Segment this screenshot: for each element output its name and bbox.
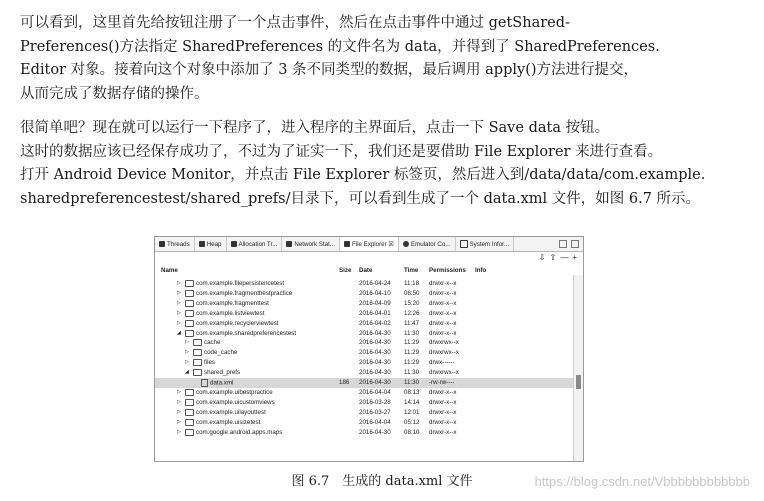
pull-file-icon[interactable]: ⇩ bbox=[538, 253, 546, 262]
tree-item-time: 08:50 bbox=[404, 289, 420, 297]
tree-item-date: 2016-04-10 bbox=[359, 289, 391, 297]
tree-item-time: 11:18 bbox=[404, 280, 420, 287]
tree-row[interactable] bbox=[155, 289, 573, 299]
tree-row[interactable] bbox=[155, 358, 573, 368]
tree-item-permissions: drwxr-x--x bbox=[429, 408, 457, 416]
tab-system-information[interactable]: System Infor... bbox=[456, 237, 515, 251]
tab-threads[interactable]: Threads bbox=[155, 237, 195, 251]
tree-item-permissions: drwxr-x--x bbox=[429, 329, 457, 337]
text-line: 从而完成了数据存储的操作。 bbox=[20, 85, 209, 102]
tab-file-explorer[interactable]: File Explorer ☒ bbox=[340, 237, 399, 251]
folder-icon bbox=[185, 389, 194, 396]
text-line: 这时的数据应该已经保存成功了，不过为了证实一下，我们还是要借助 File Explorer 来进行查看。 bbox=[20, 143, 663, 160]
emulator-icon bbox=[403, 241, 409, 247]
tree-item-time: 11:29 bbox=[404, 359, 420, 367]
text-line: Preferences()方法指定 SharedPreferences 的文件名为 data，并得到了 SharedPreferences. bbox=[20, 38, 660, 55]
tree-item-name bbox=[185, 290, 292, 297]
expand-toggle-icon[interactable]: ▷ bbox=[177, 428, 181, 435]
tree-item-time: 11:30 bbox=[404, 379, 420, 386]
file-toolbar bbox=[155, 252, 583, 263]
tree-item-label: com.example.listviewtest bbox=[196, 309, 265, 317]
tree-item-date: 2016-04-30 bbox=[359, 428, 391, 436]
folder-icon bbox=[185, 300, 194, 307]
tree-row[interactable] bbox=[155, 329, 573, 339]
expand-toggle-icon[interactable]: ▷ bbox=[177, 299, 181, 306]
expand-toggle-icon[interactable]: ▷ bbox=[177, 319, 181, 326]
folder-icon bbox=[185, 399, 194, 406]
new-folder-icon[interactable]: + bbox=[572, 253, 577, 262]
tree-item-permissions: drwxrwx--x bbox=[429, 339, 459, 347]
tree-item-label: com.example.filepersistencetest bbox=[196, 280, 285, 288]
tree-item-label: com.example.uibestpractice bbox=[196, 389, 273, 397]
tree-item-permissions: drwxr-x--x bbox=[429, 398, 457, 406]
file-explorer-icon bbox=[344, 241, 350, 247]
tree-item-name bbox=[185, 409, 266, 416]
tree-item-label: com.example.uilayouttest bbox=[196, 408, 266, 416]
tree-item-name bbox=[185, 399, 275, 406]
tree-item-date: 2016-04-02 bbox=[359, 319, 391, 327]
expand-toggle-icon[interactable]: ▷ bbox=[177, 280, 181, 286]
allocation-icon bbox=[231, 241, 237, 247]
threads-icon bbox=[159, 241, 165, 247]
expand-toggle-icon[interactable]: ▷ bbox=[177, 398, 181, 405]
tree-item-permissions: drwxr-x--x bbox=[429, 428, 457, 436]
tree-row[interactable] bbox=[155, 378, 573, 388]
expand-toggle-icon[interactable]: ▷ bbox=[185, 339, 189, 346]
expand-toggle-icon[interactable]: ▷ bbox=[177, 289, 181, 296]
tree-item-time: 08:10 bbox=[404, 428, 420, 436]
delete-icon[interactable]: — bbox=[560, 253, 569, 262]
tree-item-label: cache bbox=[204, 339, 221, 347]
expand-toggle-icon[interactable]: ▷ bbox=[177, 408, 181, 415]
tree-item-label: code_cache bbox=[204, 349, 238, 357]
tree-item-name bbox=[193, 349, 237, 356]
tree-row[interactable] bbox=[155, 299, 573, 309]
folder-icon bbox=[185, 290, 194, 297]
tree-item-permissions: drwxr-x--x bbox=[429, 299, 457, 307]
text-line: Editor 对象。接着向这个对象中添加了 3 条不同类型的数据，最后调用 apply()方法进行提交， bbox=[20, 62, 639, 78]
minimize-icon[interactable] bbox=[559, 240, 567, 248]
tree-item-label: files bbox=[204, 359, 216, 367]
expand-toggle-icon[interactable]: ▷ bbox=[185, 349, 189, 356]
tree-item-time: 11:29 bbox=[404, 349, 420, 357]
col-time[interactable]: Time bbox=[404, 267, 419, 274]
col-size[interactable]: Size bbox=[339, 267, 352, 274]
tab-network-statistics[interactable]: Network Stat... bbox=[282, 237, 340, 251]
tree-item-date: 2016-04-09 bbox=[359, 299, 391, 307]
tree-item-time: 11:29 bbox=[404, 339, 420, 347]
tree-item-label: shared_prefs bbox=[204, 369, 241, 377]
expand-toggle-icon[interactable]: ▷ bbox=[177, 309, 181, 316]
tree-row[interactable] bbox=[155, 388, 573, 398]
vertical-scrollbar[interactable] bbox=[573, 275, 583, 461]
tree-item-date: 2016-04-30 bbox=[359, 339, 391, 347]
tree-item-label: data.xml bbox=[210, 379, 234, 387]
tree-item-date: 2016-04-30 bbox=[359, 329, 391, 337]
tree-item-date: 2016-04-04 bbox=[359, 388, 391, 396]
tree-item-name bbox=[185, 300, 269, 307]
view-controls bbox=[559, 240, 583, 248]
tree-item-name bbox=[193, 359, 215, 366]
folder-icon bbox=[185, 429, 194, 436]
tree-item-date: 2016-04-30 bbox=[359, 379, 391, 386]
tree-item-time: 11:30 bbox=[404, 329, 420, 337]
col-permissions[interactable]: Permissions bbox=[429, 267, 466, 274]
tree-item-name bbox=[185, 419, 260, 426]
text-line: 打开 Android Device Monitor，并点击 File Explorer 标签页，然后进入到/data/data/com.example. bbox=[20, 167, 706, 183]
tree-item-label: com.example.fragmentbestpractice bbox=[196, 290, 293, 298]
tree-row[interactable] bbox=[155, 338, 573, 348]
tree-item-name bbox=[185, 310, 264, 317]
tree-item-name bbox=[185, 280, 284, 287]
tree-item-time: 15:20 bbox=[404, 299, 420, 307]
tree-item-permissions: drwxrwx--x bbox=[429, 369, 459, 377]
tree-item-date: 2016-04-30 bbox=[359, 369, 391, 377]
tree-row[interactable] bbox=[155, 319, 573, 329]
tab-heap[interactable]: Heap bbox=[195, 237, 227, 251]
tree-row[interactable] bbox=[155, 408, 573, 418]
figure-caption: 图 6.7 生成的 data.xml 文件 bbox=[291, 474, 473, 489]
scrollbar-thumb[interactable] bbox=[576, 375, 581, 389]
expand-toggle-icon[interactable]: ▷ bbox=[177, 388, 181, 395]
tab-emulator-control[interactable]: Emulator Co... bbox=[399, 237, 456, 251]
file-explorer-screenshot bbox=[154, 236, 584, 462]
text-line: sharedpreferencestest/shared_prefs/目录下，可以看到生成了一个 data.xml 文件，如图 6.7 所示。 bbox=[20, 190, 701, 207]
tree-item-label: com.example.uisizetest bbox=[196, 418, 261, 426]
tree-item-permissions: drwxr-x--x bbox=[429, 280, 457, 287]
tree-item-permissions: drwxr-x--x bbox=[429, 418, 457, 426]
expand-toggle-icon[interactable]: ▷ bbox=[185, 359, 189, 366]
tree-item-name bbox=[193, 369, 240, 376]
tree-item-permissions: drwxr-x--x bbox=[429, 289, 457, 297]
tree-item-name bbox=[185, 389, 273, 396]
folder-icon bbox=[185, 419, 194, 426]
paragraph-2 bbox=[20, 117, 750, 211]
tree-item-time: 11:47 bbox=[404, 319, 420, 327]
tree-item-name bbox=[201, 379, 233, 387]
tree-item-time: 11:30 bbox=[404, 369, 420, 377]
maximize-icon[interactable] bbox=[571, 240, 579, 248]
tree-item-permissions: drwx------ bbox=[429, 359, 455, 367]
tree-item-label: com.example.recyclerviewtest bbox=[196, 319, 279, 327]
tab-bar bbox=[155, 237, 583, 252]
network-icon bbox=[286, 241, 292, 247]
tree-item-name bbox=[185, 320, 279, 327]
tree-item-label: com.example.fragmenttest bbox=[196, 299, 269, 307]
watermark: https://blog.csdn.net/Vbbbbbbbbbbbb bbox=[534, 474, 750, 489]
tree-row[interactable] bbox=[155, 418, 573, 428]
tree-item-date: 2016-03-27 bbox=[359, 408, 391, 416]
tree-item-date: 2016-04-04 bbox=[359, 418, 391, 426]
expand-toggle-icon[interactable]: ▷ bbox=[177, 418, 181, 425]
column-header bbox=[155, 266, 573, 276]
expand-toggle-icon[interactable]: ◢ bbox=[177, 329, 181, 336]
tree-item-time: 05:12 bbox=[404, 418, 420, 426]
folder-icon bbox=[193, 369, 202, 376]
tree-item-time: 14:14 bbox=[404, 398, 420, 406]
tree-item-date: 2016-03-28 bbox=[359, 398, 391, 406]
col-info[interactable]: Info bbox=[475, 267, 487, 274]
file-icon bbox=[201, 379, 208, 387]
tree-item-time: 12:26 bbox=[404, 309, 420, 317]
folder-icon bbox=[185, 330, 194, 337]
tree-item-permissions: drwxr-x--x bbox=[429, 388, 457, 396]
tree-row[interactable] bbox=[155, 348, 573, 358]
folder-icon bbox=[193, 339, 202, 346]
tree-item-permissions: drwxr-x--x bbox=[429, 309, 457, 317]
text-line: 很简单吧？现在就可以运行一下程序了，进入程序的主界面后，点击一下 Save data 按钮。 bbox=[20, 120, 610, 136]
tree-row[interactable] bbox=[155, 279, 573, 289]
tree-item-name bbox=[193, 339, 221, 346]
folder-icon bbox=[185, 280, 194, 287]
tree-item-date: 2016-04-24 bbox=[359, 280, 391, 287]
tree-item-permissions: drwxr-x--x bbox=[429, 319, 457, 327]
tree-item-date: 2016-04-01 bbox=[359, 309, 391, 317]
tree-row[interactable] bbox=[155, 428, 573, 438]
tree-row[interactable] bbox=[155, 398, 573, 408]
tree-item-time: 12:01 bbox=[404, 408, 420, 416]
folder-icon bbox=[185, 409, 194, 416]
folder-icon bbox=[193, 359, 202, 366]
folder-icon bbox=[193, 349, 202, 356]
col-name[interactable]: Name bbox=[161, 267, 178, 274]
expand-toggle-icon[interactable]: ◢ bbox=[185, 369, 189, 376]
tab-allocation-tracker[interactable]: Allocation Tr... bbox=[227, 237, 283, 251]
folder-icon bbox=[185, 310, 194, 317]
tree-item-date: 2016-04-30 bbox=[359, 359, 391, 367]
tree-item-permissions: -rw-rw---- bbox=[429, 379, 455, 386]
col-date[interactable]: Date bbox=[359, 267, 373, 274]
tree-item-time: 08:13 bbox=[404, 388, 420, 396]
tree-item-label: com.google.android.apps.maps bbox=[196, 428, 283, 436]
tree-item-name bbox=[185, 330, 296, 337]
tree-item-name bbox=[185, 429, 282, 436]
tree-item-label: com.example.sharedpreferencestest bbox=[196, 329, 297, 337]
push-file-icon[interactable]: ⇧ bbox=[549, 253, 557, 262]
tree-item-date: 2016-04-30 bbox=[359, 349, 391, 357]
tree-row[interactable] bbox=[155, 368, 573, 378]
heap-icon bbox=[199, 241, 205, 247]
tree-item-label: com.example.uicustomviews bbox=[196, 398, 275, 406]
text-line: 可以看到，这里首先给按钮注册了一个点击事件，然后在点击事件中通过 getShared- bbox=[20, 15, 570, 31]
tree-item-permissions: drwxrwx--x bbox=[429, 349, 459, 357]
tree-row[interactable] bbox=[155, 309, 573, 319]
paragraph-1 bbox=[20, 12, 750, 106]
folder-icon bbox=[185, 320, 194, 327]
system-info-icon bbox=[460, 240, 468, 248]
tree-item-size: 186 bbox=[339, 379, 350, 386]
